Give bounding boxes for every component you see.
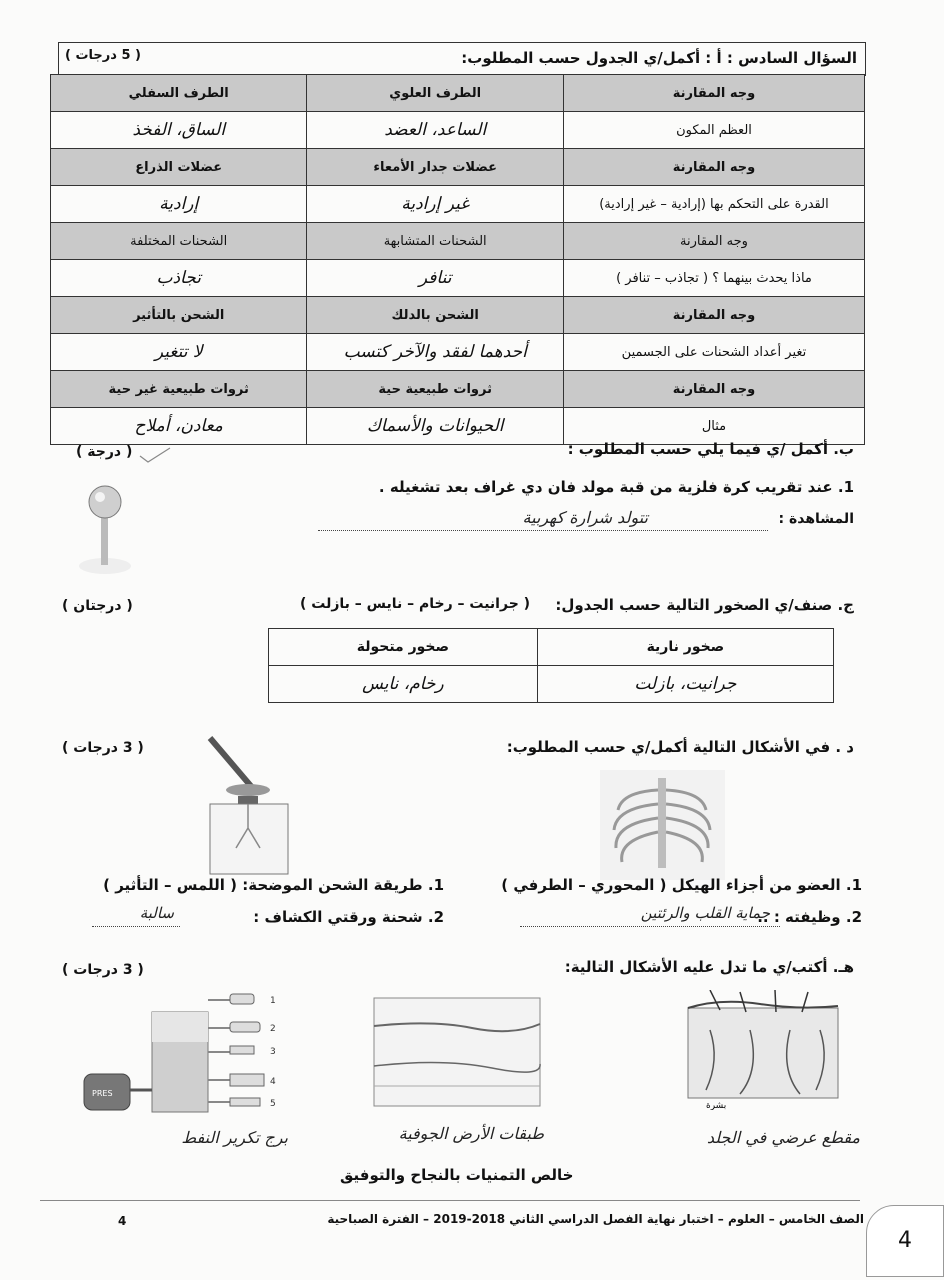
footer-text: الصف الخامس – العلوم – اختبار نهاية الفصل الدراسي الثاني 2018-2019 – الفترة الصباحية (327, 1212, 864, 1226)
observation-label: المشاهدة : (778, 511, 854, 527)
comparison-answer: تنافر (307, 260, 564, 297)
section-b-marks: ( درجة ) (76, 444, 133, 460)
check-mark-icon (136, 446, 176, 466)
section-c-marks: ( درجتان ) (62, 598, 133, 614)
oil-refinery-figure (80, 990, 290, 1120)
closing-message: خالص التمنيات بالنجاح والتوفيق (340, 1166, 574, 1184)
comparison-criterion: القدرة على التحكم بها (إرادية – غير إرادية) (563, 186, 864, 223)
refinery-label-3: 3 (270, 1047, 276, 1057)
observation-answer-line (318, 508, 768, 531)
metal-sphere-figure (70, 480, 140, 580)
refinery-label-4: 4 (270, 1077, 276, 1087)
section-d-question-2-label: 2. وظيفته : .. (757, 908, 862, 926)
question-six-header (58, 42, 866, 76)
earth-layers-answer: طبقات الأرض الجوفية (398, 1124, 544, 1143)
comparison-answer: الساعد، العضد (307, 112, 564, 149)
igneous-answer: جرانيت، بازلت (537, 666, 833, 703)
footer-page-number: 4 (118, 1214, 127, 1228)
comparison-header-cell: وجه المقارنة (563, 75, 864, 112)
section-d-question-4-label: 2. شحنة ورقتي الكشاف : (253, 908, 444, 926)
comparison-header-row (51, 149, 865, 186)
section-c-options: ( جرانيت – رخام – نايس – بازلت ) (300, 596, 531, 612)
skin-answer: مقطع عرضي في الجلد (706, 1128, 860, 1147)
section-e-title: هـ. أكتب/ي ما تدل عليه الأشكال التالية: (564, 958, 854, 976)
electroscope-figure (200, 730, 300, 880)
function-answer-line (520, 904, 780, 927)
section-c-title: ج. صنف/ي الصخور التالية حسب الجدول: (555, 596, 854, 614)
comparison-header-cell: الشحنات المتشابهة (307, 223, 564, 260)
footer-rule (40, 1200, 860, 1201)
refinery-label-5: 5 (270, 1099, 276, 1109)
comparison-answer: غير إرادية (307, 186, 564, 223)
igneous-header: صخور نارية (537, 629, 833, 666)
comparison-header-cell: وجه المقارنة (563, 149, 864, 186)
comparison-row (51, 186, 865, 223)
comparison-answer: معادن، أملاح (51, 408, 307, 445)
comparison-row (51, 112, 865, 149)
comparison-table (50, 74, 865, 445)
section-d-question-3: 1. طريقة الشحن الموضحة: ( اللمس – التأثير ) (103, 876, 444, 894)
skin-cross-section-figure (680, 990, 850, 1110)
section-e-marks: ( 3 درجات ) (62, 962, 144, 978)
comparison-header-row (51, 297, 865, 334)
comparison-answer: الحيوانات والأسماك (307, 408, 564, 445)
comparison-answer: تجاذب (51, 260, 307, 297)
question-six-title: السؤال السادس : أ : أكمل/ي الجدول حسب المطلوب: (461, 49, 857, 67)
comparison-header-cell: وجه المقارنة (563, 297, 864, 334)
section-d-marks: ( 3 درجات ) (62, 740, 144, 756)
refinery-label-1: 1 (270, 996, 276, 1006)
metamorphic-answer: رخام، نايس (269, 666, 538, 703)
refinery-answer: برج تكرير النفط (181, 1128, 288, 1147)
comparison-header-row (51, 371, 865, 408)
question-six-marks: ( 5 درجات ) (65, 48, 141, 63)
comparison-header-row (51, 223, 865, 260)
comparison-header-cell: وجه المقارنة (563, 371, 864, 408)
comparison-criterion: مثال (563, 408, 864, 445)
comparison-answer: إرادية (51, 186, 307, 223)
section-d-question-1: 1. العضو من أجزاء الهيكل ( المحوري – الطرفي ) (501, 876, 862, 894)
page-number-badge: 4 (866, 1205, 944, 1277)
rocks-table (268, 628, 834, 703)
rib-cage-figure (600, 770, 725, 880)
comparison-row (51, 408, 865, 445)
comparison-criterion: العظم المكون (563, 112, 864, 149)
observation-answer: تتولد شرارة كهربية (522, 508, 648, 527)
comparison-header-cell: الشحن بالدلك (307, 297, 564, 334)
comparison-header-cell: ثروات طبيعية حية (307, 371, 564, 408)
comparison-answer: أحدهما لفقد والآخر كتسب (307, 334, 564, 371)
comparison-header-cell: وجه المقارنة (563, 223, 864, 260)
comparison-row (51, 334, 865, 371)
earth-layers-figure (372, 996, 542, 1108)
charge-answer-line (92, 904, 180, 927)
comparison-criterion: ماذا يحدث بينهما ؟ ( تجاذب – تنافر ) (563, 260, 864, 297)
metamorphic-header: صخور متحولة (269, 629, 538, 666)
comparison-row (51, 260, 865, 297)
comparison-header-cell: الطرف السفلي (51, 75, 307, 112)
function-answer: حماية القلب والرئتين (640, 904, 770, 922)
comparison-header-cell: ثروات طبيعية غير حية (51, 371, 307, 408)
comparison-header-cell: الشحنات المختلفة (51, 223, 307, 260)
refinery-tank-label: PRES (92, 1089, 113, 1098)
comparison-header-cell: الشحن بالتأثير (51, 297, 307, 334)
comparison-header-row (51, 75, 865, 112)
comparison-answer: لا تتغير (51, 334, 307, 371)
comparison-header-cell: عضلات الذراع (51, 149, 307, 186)
comparison-header-cell: الطرف العلوي (307, 75, 564, 112)
comparison-answer: الساق، الفخذ (51, 112, 307, 149)
comparison-criterion: تغير أعداد الشحنات على الجسمين (563, 334, 864, 371)
section-b-title: ب. أكمل /ي فيما يلي حسب المطلوب : (567, 440, 854, 458)
charge-answer: سالبة (139, 904, 174, 922)
comparison-header-cell: عضلات جدار الأمعاء (307, 149, 564, 186)
section-d-title: د . في الأشكال التالية أكمل/ي حسب المطلوب: (506, 738, 854, 756)
skin-figure-label: بشرة (706, 1101, 727, 1110)
refinery-label-2: 2 (270, 1024, 276, 1034)
section-b-question-1: 1. عند تقريب كرة فلزية من قبة مولد فان دي غراف بعد تشغيله . (378, 478, 854, 496)
